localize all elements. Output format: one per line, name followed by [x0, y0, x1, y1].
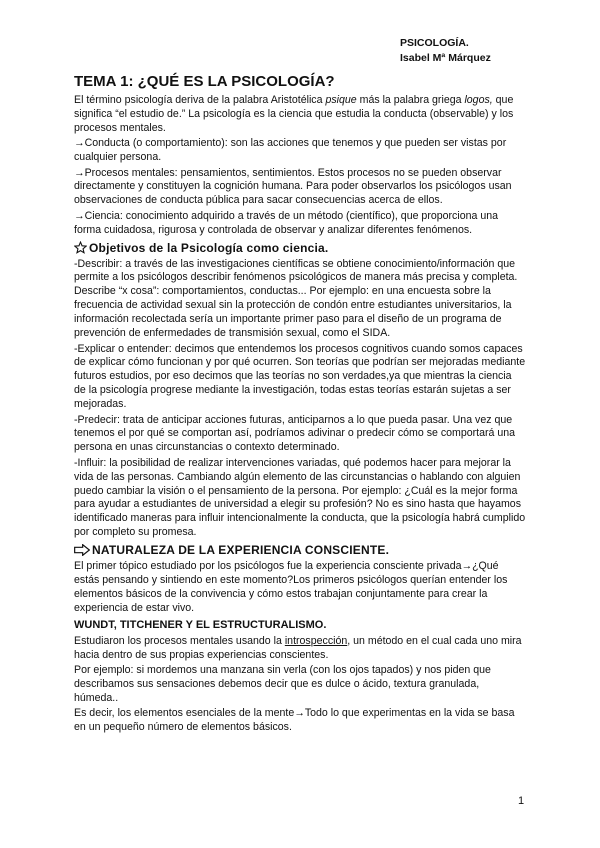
page-number: 1 [518, 795, 525, 807]
document-header [400, 36, 491, 66]
objective-explain: -Explicar o entender: decimos que entendemos los procesos cognitivos cuando somos capaces de explicar cómo funcionan y por qué ocurren. Son teorías que podrían ser mejoradas mediante futuros estudios, por eso decimos que las teorías no son verdades,ya que mientras la ciencia de la psicología progrese mediante la investigación, todas estas teorías estarán sujetas a ser mejoradas. [74, 342, 526, 411]
objective-predict: -Predecir: trata de anticipar acciones futuras, anticiparnos a lo que pueda pasar. Una vez que tenemos el por qué se comportan así, podríamos adivinar o predecir cómo se comportará una persona en unas circunstancias o contexto determinado. [74, 413, 516, 454]
science-definition: →Ciencia: conocimiento adquirido a través de un método (científico), que proporciona una forma cuidadosa, rigurosa y controlada de observar y analizar diferentes fenómenos. [74, 209, 498, 236]
structuralism-example: Por ejemplo: si mordemos una manzana sin verla (con los ojos tapados) y nos piden que describamos sus sensaciones debemos decir que es dulce o ácido, textura granulada, húmeda.. [74, 664, 491, 704]
objective-influence: -Influir: la posibilidad de realizar intervenciones variadas, qué podemos hacer para mejorar la vida de las personas. Cambiando algún elemento de las circunstancias o hablando con alguien puedo cambiar la visión o el pensamiento de la persona. Por ejemplo: ¿Cuál es la mejor forma para ayudar a estudiantes de universidad a elegir su profesión? No es sino hasta que hayamos identificado maneras para influir intencionalmente la conducta, que la psicología habrá cumplido por completo su promesa. [74, 456, 526, 539]
intro-text-b: más la palabra griega [356, 94, 465, 106]
outline-arrow-icon [74, 544, 90, 556]
intro-text-c: que significa “el estudio de.” La psicología es la ciencia que estudia la conducta (observable) y los procesos mentales. [74, 94, 514, 134]
structuralism-text-b: , un método en el cual cada uno mira hacia dentro de sus propias experiencias conscientes. [74, 634, 522, 661]
term-logos: logos, [464, 94, 493, 106]
structuralism-heading: WUNDT, TITCHENER Y EL ESTRUCTURALISMO. [74, 618, 327, 631]
intro-paragraph [74, 94, 526, 136]
structuralism-paragraph [74, 635, 526, 663]
star-outline-icon [74, 241, 87, 254]
nature-paragraph: El primer tópico estudiado por los psicólogos fue la experiencia consciente privada→¿Qué estás pensando y sintiendo en este momento?Los primeros psicólogos querían entender los elementos básicos de la convivencia y cómo estos trabajan conjuntamente para crear la experiencia de estar vivo. [74, 560, 508, 614]
document-body [74, 73, 526, 737]
structuralism-text-a: Estudiaron los procesos mentales usando la [74, 634, 285, 647]
intro-text-a: El término psicología deriva de la palabra Aristotélica [74, 94, 326, 106]
nature-heading [74, 542, 526, 558]
header-author: Isabel Mª Márquez [400, 52, 491, 64]
header-subject: PSICOLOGÍA. [400, 37, 469, 49]
term-introspection: introspección [284, 634, 348, 647]
conduct-definition: →Conducta (o comportamiento): son las acciones que tenemos y que pueden ser vistas por cualquier persona. [74, 137, 507, 164]
page-title: TEMA 1: ¿QUÉ ES LA PSICOLOGÍA? [74, 73, 335, 90]
objectives-heading-text: Objetivos de la Psicología como ciencia. [89, 240, 329, 255]
objectives-heading [74, 240, 526, 256]
nature-heading-text: NATURALEZA DE LA EXPERIENCIA CONSCIENTE. [92, 543, 390, 558]
term-psique: psique [325, 94, 357, 106]
structuralism-conclusion: Es decir, los elementos esenciales de la mente→Todo lo que experimentas en la vida se basa en un pequeño número de elementos básicos. [74, 707, 515, 734]
objective-describe: -Describir: a través de las investigaciones científicas se obtiene conocimiento/información que permite a los psicólogos describir fenómenos psicológicos de manera más precisa y completa. Describe “x cosa”: comportamientos, conductas... Por ejemplo: en una encuesta sobre la frecuencia de actividad sexual sin la protección de condón entre estudiantes universitarios, la información recolectada sería un importante primer paso para el diseño de un programa de prevención de enfermedades de transmisión sexual, como el SIDA. [74, 257, 518, 340]
mental-processes-definition: →Procesos mentales: pensamientos, sentimientos. Estos procesos no se pueden observar directamente y constituyen la cognición humana. Para poder observarlos los psicólogos usan observaciones de conducta pública para sacar consecuencias acerca de ellos. [74, 166, 512, 207]
